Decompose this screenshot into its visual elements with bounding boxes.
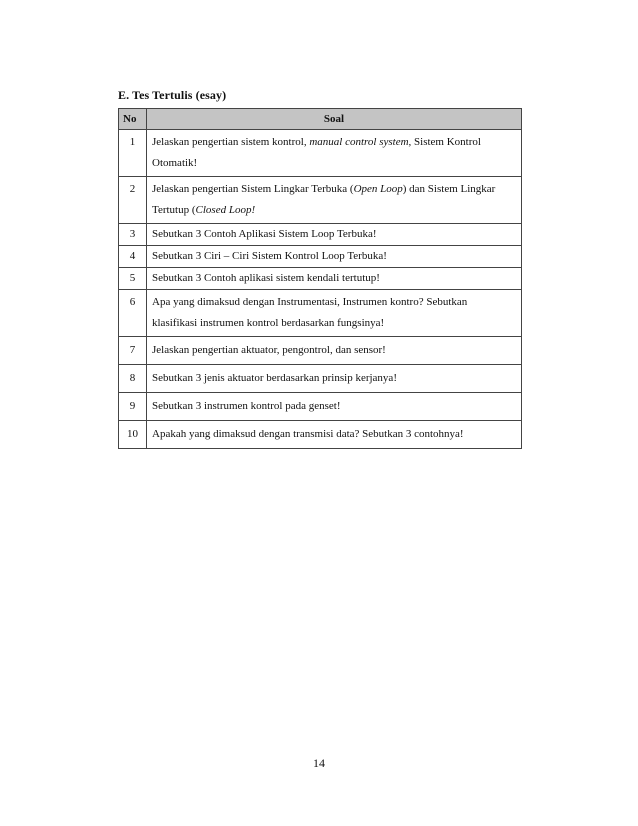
question-number: 5 — [119, 268, 147, 290]
page-number: 14 — [313, 756, 325, 770]
question-text: Jelaskan pengertian aktuator, pengontrol, dan sensor! — [147, 337, 522, 365]
question-text: Sebutkan 3 instrumen kontrol pada genset! — [147, 393, 522, 421]
table-row — [119, 421, 522, 449]
question-text: Apa yang dimaksud dengan Instrumentasi, Instrumen kontro? Sebutkan klasifikasi instrumen kontrol berdasarkan fungsinya! — [147, 290, 522, 337]
question-number: 10 — [119, 421, 147, 449]
table-row — [119, 268, 522, 290]
header-soal: Soal — [147, 109, 522, 130]
question-number: 7 — [119, 337, 147, 365]
table-row — [119, 365, 522, 393]
questions-table — [118, 108, 522, 449]
table-row — [119, 130, 522, 177]
table-row — [119, 337, 522, 365]
question-text: Apakah yang dimaksud dengan transmisi data? Sebutkan 3 contohnya! — [147, 421, 522, 449]
question-text: Sebutkan 3 Contoh aplikasi sistem kendali tertutup! — [147, 268, 522, 290]
question-number: 4 — [119, 246, 147, 268]
question-text: Jelaskan pengertian sistem kontrol, manual control system, Sistem Kontrol Otomatik! — [147, 130, 522, 177]
question-number: 2 — [119, 177, 147, 224]
section-title: E. Tes Tertulis (esay) — [118, 88, 227, 102]
question-number: 9 — [119, 393, 147, 421]
question-text: Sebutkan 3 Contoh Aplikasi Sistem Loop Terbuka! — [147, 224, 522, 246]
question-text: Sebutkan 3 Ciri – Ciri Sistem Kontrol Loop Terbuka! — [147, 246, 522, 268]
table-row — [119, 246, 522, 268]
question-text: Jelaskan pengertian Sistem Lingkar Terbuka (Open Loop) dan Sistem Lingkar Tertutup (Closed Loop! — [147, 177, 522, 224]
table-row — [119, 393, 522, 421]
question-number: 3 — [119, 224, 147, 246]
table-row — [119, 177, 522, 224]
question-number: 8 — [119, 365, 147, 393]
table-row — [119, 224, 522, 246]
question-number: 6 — [119, 290, 147, 337]
table-header-row — [119, 109, 522, 130]
question-text: Sebutkan 3 jenis aktuator berdasarkan prinsip kerjanya! — [147, 365, 522, 393]
header-no: No — [119, 109, 147, 130]
question-number: 1 — [119, 130, 147, 177]
table-row — [119, 290, 522, 337]
